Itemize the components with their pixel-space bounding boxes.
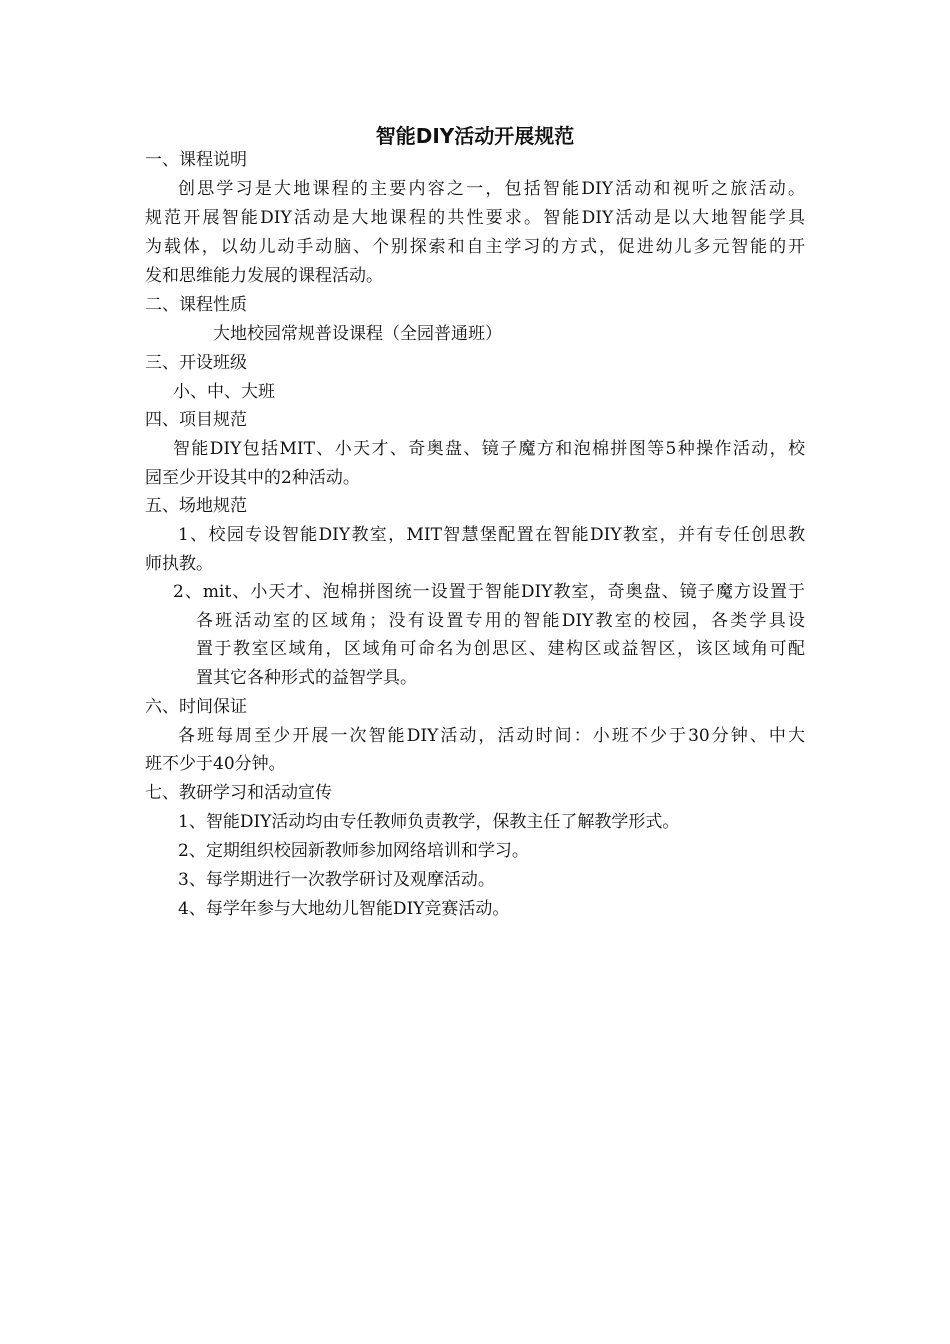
- section-heading-3: 三、开设班级: [145, 353, 247, 373]
- section-heading-2: 二、课程性质: [145, 295, 247, 315]
- section-5-line-5: 置于教室区域角，区域角可命名为创思区、建构区或益智区，该区域角可配: [196, 639, 805, 659]
- section-heading-4: 四、项目规范: [145, 410, 247, 430]
- section-7-line-1: 1、智能DIY活动均由专任教师负责教学，保教主任了解教学形式。: [178, 812, 680, 832]
- section-heading-6: 六、时间保证: [145, 697, 247, 717]
- section-4-line-1: 智能DIY包括MIT、小天才、奇奥盘、镜子魔方和泡棉拼图等5种操作活动，校: [173, 439, 805, 459]
- section-6-line-1: 各班每周至少开展一次智能DIY活动，活动时间：小班不少于30分钟、中大: [178, 726, 805, 746]
- section-heading-7: 七、教研学习和活动宣传: [145, 783, 332, 803]
- document-title: 智能DIY活动开展规范: [375, 124, 575, 148]
- section-5-line-6: 置其它各种形式的益智学具。: [196, 668, 417, 688]
- section-3-line-1: 小、中、大班: [173, 382, 275, 402]
- section-5-line-1: 1、校园专设智能DIY教室，MIT智慧堡配置在智能DIY教室，并有专任创思教: [178, 525, 805, 545]
- section-5-line-4: 各班活动室的区域角；没有设置专用的智能DIY教室的校园，各类学具设: [196, 611, 805, 631]
- section-4-line-2: 园至少开设其中的2种活动。: [145, 468, 360, 488]
- section-1-line-1: 创思学习是大地课程的主要内容之一，包括智能DIY活动和视听之旅活动。: [178, 179, 805, 199]
- section-7-line-3: 3、每学期进行一次教学研讨及观摩活动。: [178, 870, 495, 890]
- section-1-line-4: 发和思维能力发展的课程活动。: [145, 266, 383, 286]
- section-5-line-2: 师执教。: [145, 554, 213, 574]
- section-2-line-1: 大地校园常规普设课程（全园普通班）: [213, 324, 502, 344]
- section-5-line-3: 2、mit、小天才、泡棉拼图统一设置于智能DIY教室，奇奥盘、镜子魔方设置于: [173, 582, 805, 602]
- section-1-line-2: 规范开展智能DIY活动是大地课程的共性要求。智能DIY活动是以大地智能学具: [145, 208, 805, 228]
- section-heading-5: 五、场地规范: [145, 496, 247, 516]
- section-7-line-4: 4、每学年参与大地幼儿智能DIY竞赛活动。: [178, 899, 510, 919]
- section-heading-1: 一、课程说明: [145, 150, 247, 170]
- section-7-line-2: 2、定期组织校园新教师参加网络培训和学习。: [178, 841, 529, 861]
- section-1-line-3: 为载体，以幼儿动手动脑、个别探索和自主学习的方式，促进幼儿多元智能的开: [145, 237, 805, 257]
- section-6-line-2: 班不少于40分钟。: [145, 754, 286, 774]
